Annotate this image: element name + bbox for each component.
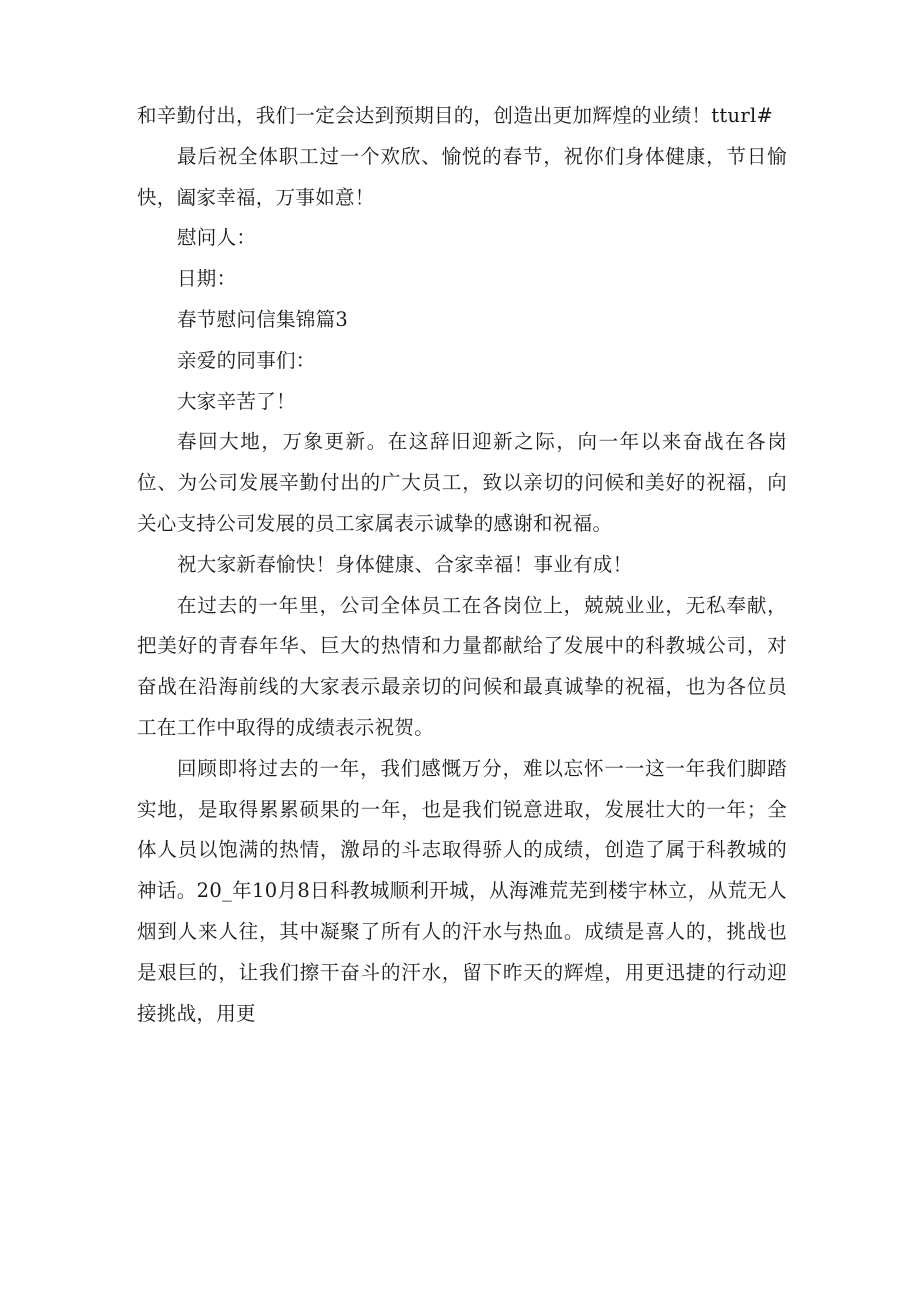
section-heading: 春节慰问信集锦篇3 — [177, 307, 349, 331]
paragraph-salutation: 亲爱的同事们： — [177, 348, 316, 372]
document-body — [137, 96, 787, 1034]
paragraph-review: 回顾即将过去的一年，我们感慨万分，难以忘怀一一这一年我们脚踏实地，是取得累累硕果的一年，也是我们锐意进取，发展壮大的一年；全体人员以饱满的热情，激昂的斗志取得骄人的成绩，创造了属于科教城的神话。20_年10月8日科教城顺利开城，从海滩荒芜到楼宇林立，从荒无人烟到人来人往，其中凝聚了所有人的汗水与热血。成绩是喜人的，挑战也是艰巨的，让我们擦干奋斗的汗水，留下昨天的辉煌，用更迅捷的行动迎接挑战，用更 — [137, 756, 787, 1025]
paragraph-past-year: 在过去的一年里，公司全体员工在各岗位上，兢兢业业，无私奉献，把美好的青春年华、巨大的热情和力量都献给了发展中的科教城公司，对奋战在沿海前线的大家表示最亲切的问候和最真诚挚的祝福，也为各位员工在工作中取得的成绩表示祝贺。 — [137, 593, 787, 739]
paragraph-signatory: 慰问人： — [177, 226, 257, 250]
paragraph-closing-continuation: 和辛勤付出，我们一定会达到预期目的，创造出更加辉煌的业绩！tturl# — [137, 104, 774, 127]
paragraph-greeting: 大家辛苦了！ — [177, 389, 296, 413]
paragraph-festival-wishes: 最后祝全体职工过一个欢欣、愉悦的春节，祝你们身体健康，节日愉快，阖家幸福，万事如意！ — [137, 144, 787, 209]
paragraph-spring-returns: 春回大地，万象更新。在这辞旧迎新之际，向一年以来奋战在各岗位、为公司发展辛勤付出的广大员工，致以亲切的问候和美好的祝福，向关心支持公司发展的员工家属表示诚挚的感谢和祝福。 — [137, 430, 787, 535]
paragraph-date: 日期： — [177, 267, 237, 291]
paragraph-new-year-wishes: 祝大家新春愉快！身体健康、合家幸福！事业有成！ — [177, 552, 633, 576]
